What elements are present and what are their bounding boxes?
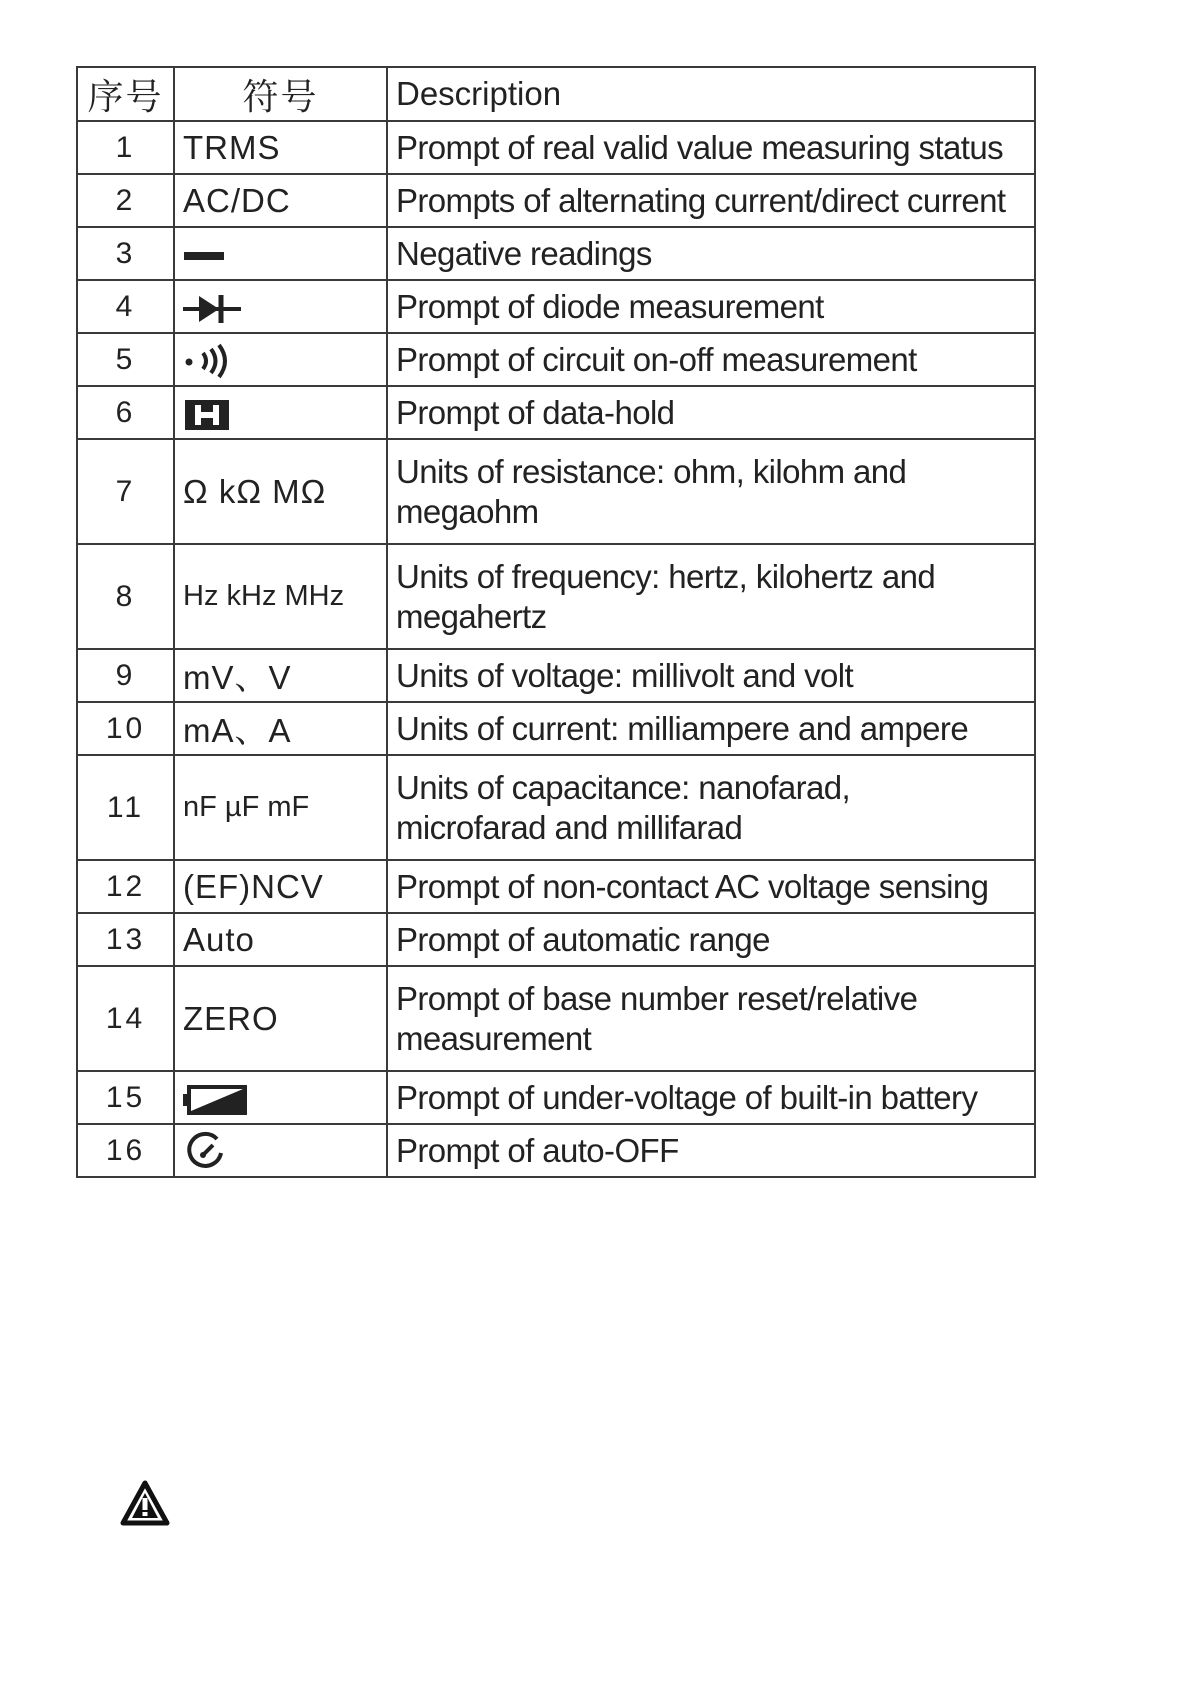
row-symbol [174,333,387,386]
description-line: Prompts of alternating current/direct current [396,181,1006,219]
row-symbol: Auto [174,913,387,966]
row-index: 7 [77,439,174,544]
description-line: Prompt of auto-OFF [396,1131,679,1169]
row-description [387,702,1035,755]
table-row [77,121,1035,174]
description-line: Units of capacitance: nanofarad, [396,768,851,806]
description-line: Prompt of data-hold [396,393,675,431]
header-index: 序号 [77,67,174,121]
row-index: 13 [77,913,174,966]
row-index: 5 [77,333,174,386]
row-symbol: mA、A [174,702,387,755]
minus-sign-icon [183,246,227,266]
row-description [387,1124,1035,1177]
row-symbol [174,227,387,280]
table-row [77,544,1035,649]
data-hold-icon [183,398,233,432]
table-row [77,439,1035,544]
table-row [77,280,1035,333]
auto-off-timer-icon [183,1131,227,1171]
table-row [77,702,1035,755]
description-line: Negative readings [396,234,652,272]
lcd-symbol-table [76,66,1036,1178]
row-symbol: TRMS [174,121,387,174]
row-index: 2 [77,174,174,227]
row-symbol: Hz kHz MHz [174,544,387,649]
row-description [387,913,1035,966]
description-line: Prompt of non-contact AC voltage sensing [396,867,989,905]
row-description [387,121,1035,174]
description-line: Units of resistance: ohm, kilohm and [396,452,907,490]
row-symbol: ZERO [174,966,387,1071]
row-index: 15 [77,1071,174,1124]
row-description [387,227,1035,280]
row-description [387,966,1035,1071]
description-line: Units of frequency: hertz, kilohertz and [396,557,936,595]
description-line: Prompt of under-voltage of built-in battery [396,1078,978,1116]
row-symbol: mV、V [174,649,387,702]
description-line: measurement [396,1019,592,1057]
table-row [77,1071,1035,1124]
row-description [387,649,1035,702]
row-description [387,544,1035,649]
row-index: 4 [77,280,174,333]
row-index: 8 [77,544,174,649]
row-symbol [174,1071,387,1124]
diode-icon [183,292,243,326]
description-line: megahertz [396,597,547,635]
description-line: Prompt of real valid value measuring status [396,128,1004,166]
row-symbol: (EF)NCV [174,860,387,913]
table-header-row [77,67,1035,121]
row-description [387,439,1035,544]
row-description [387,1071,1035,1124]
row-description [387,174,1035,227]
row-description [387,280,1035,333]
low-battery-icon [183,1085,249,1115]
row-symbol [174,386,387,439]
row-index: 14 [77,966,174,1071]
row-symbol: nF µF mF [174,755,387,860]
row-description [387,755,1035,860]
row-index: 12 [77,860,174,913]
table-row [77,966,1035,1071]
table-row [77,649,1035,702]
description-line: Prompt of diode measurement [396,287,824,325]
warning-triangle-icon [120,1480,170,1526]
description-line: Prompt of base number reset/relative [396,979,918,1017]
row-index: 9 [77,649,174,702]
header-description: Description [387,67,1035,121]
row-index: 16 [77,1124,174,1177]
table-row [77,333,1035,386]
table-row [77,860,1035,913]
row-symbol: AC/DC [174,174,387,227]
row-description [387,386,1035,439]
description-line: megaohm [396,492,539,530]
table-row [77,755,1035,860]
row-index: 6 [77,386,174,439]
row-index: 3 [77,227,174,280]
table-row [77,386,1035,439]
table-row [77,1124,1035,1177]
header-symbol: 符号 [174,67,387,121]
row-description [387,333,1035,386]
row-index: 1 [77,121,174,174]
row-description [387,860,1035,913]
description-line: Prompt of circuit on-off measurement [396,340,917,378]
description-line: Prompt of automatic range [396,920,770,958]
row-symbol [174,1124,387,1177]
description-line: Units of current: milliampere and ampere [396,709,969,747]
row-index: 10 [77,702,174,755]
description-line: Units of voltage: millivolt and volt [396,656,854,694]
description-line: microfarad and millifarad [396,808,743,846]
row-symbol [174,280,387,333]
row-index: 11 [77,755,174,860]
table-row [77,174,1035,227]
table-row [77,913,1035,966]
continuity-buzzer-icon [183,343,243,379]
row-symbol: Ω kΩ MΩ [174,439,387,544]
table-row [77,227,1035,280]
